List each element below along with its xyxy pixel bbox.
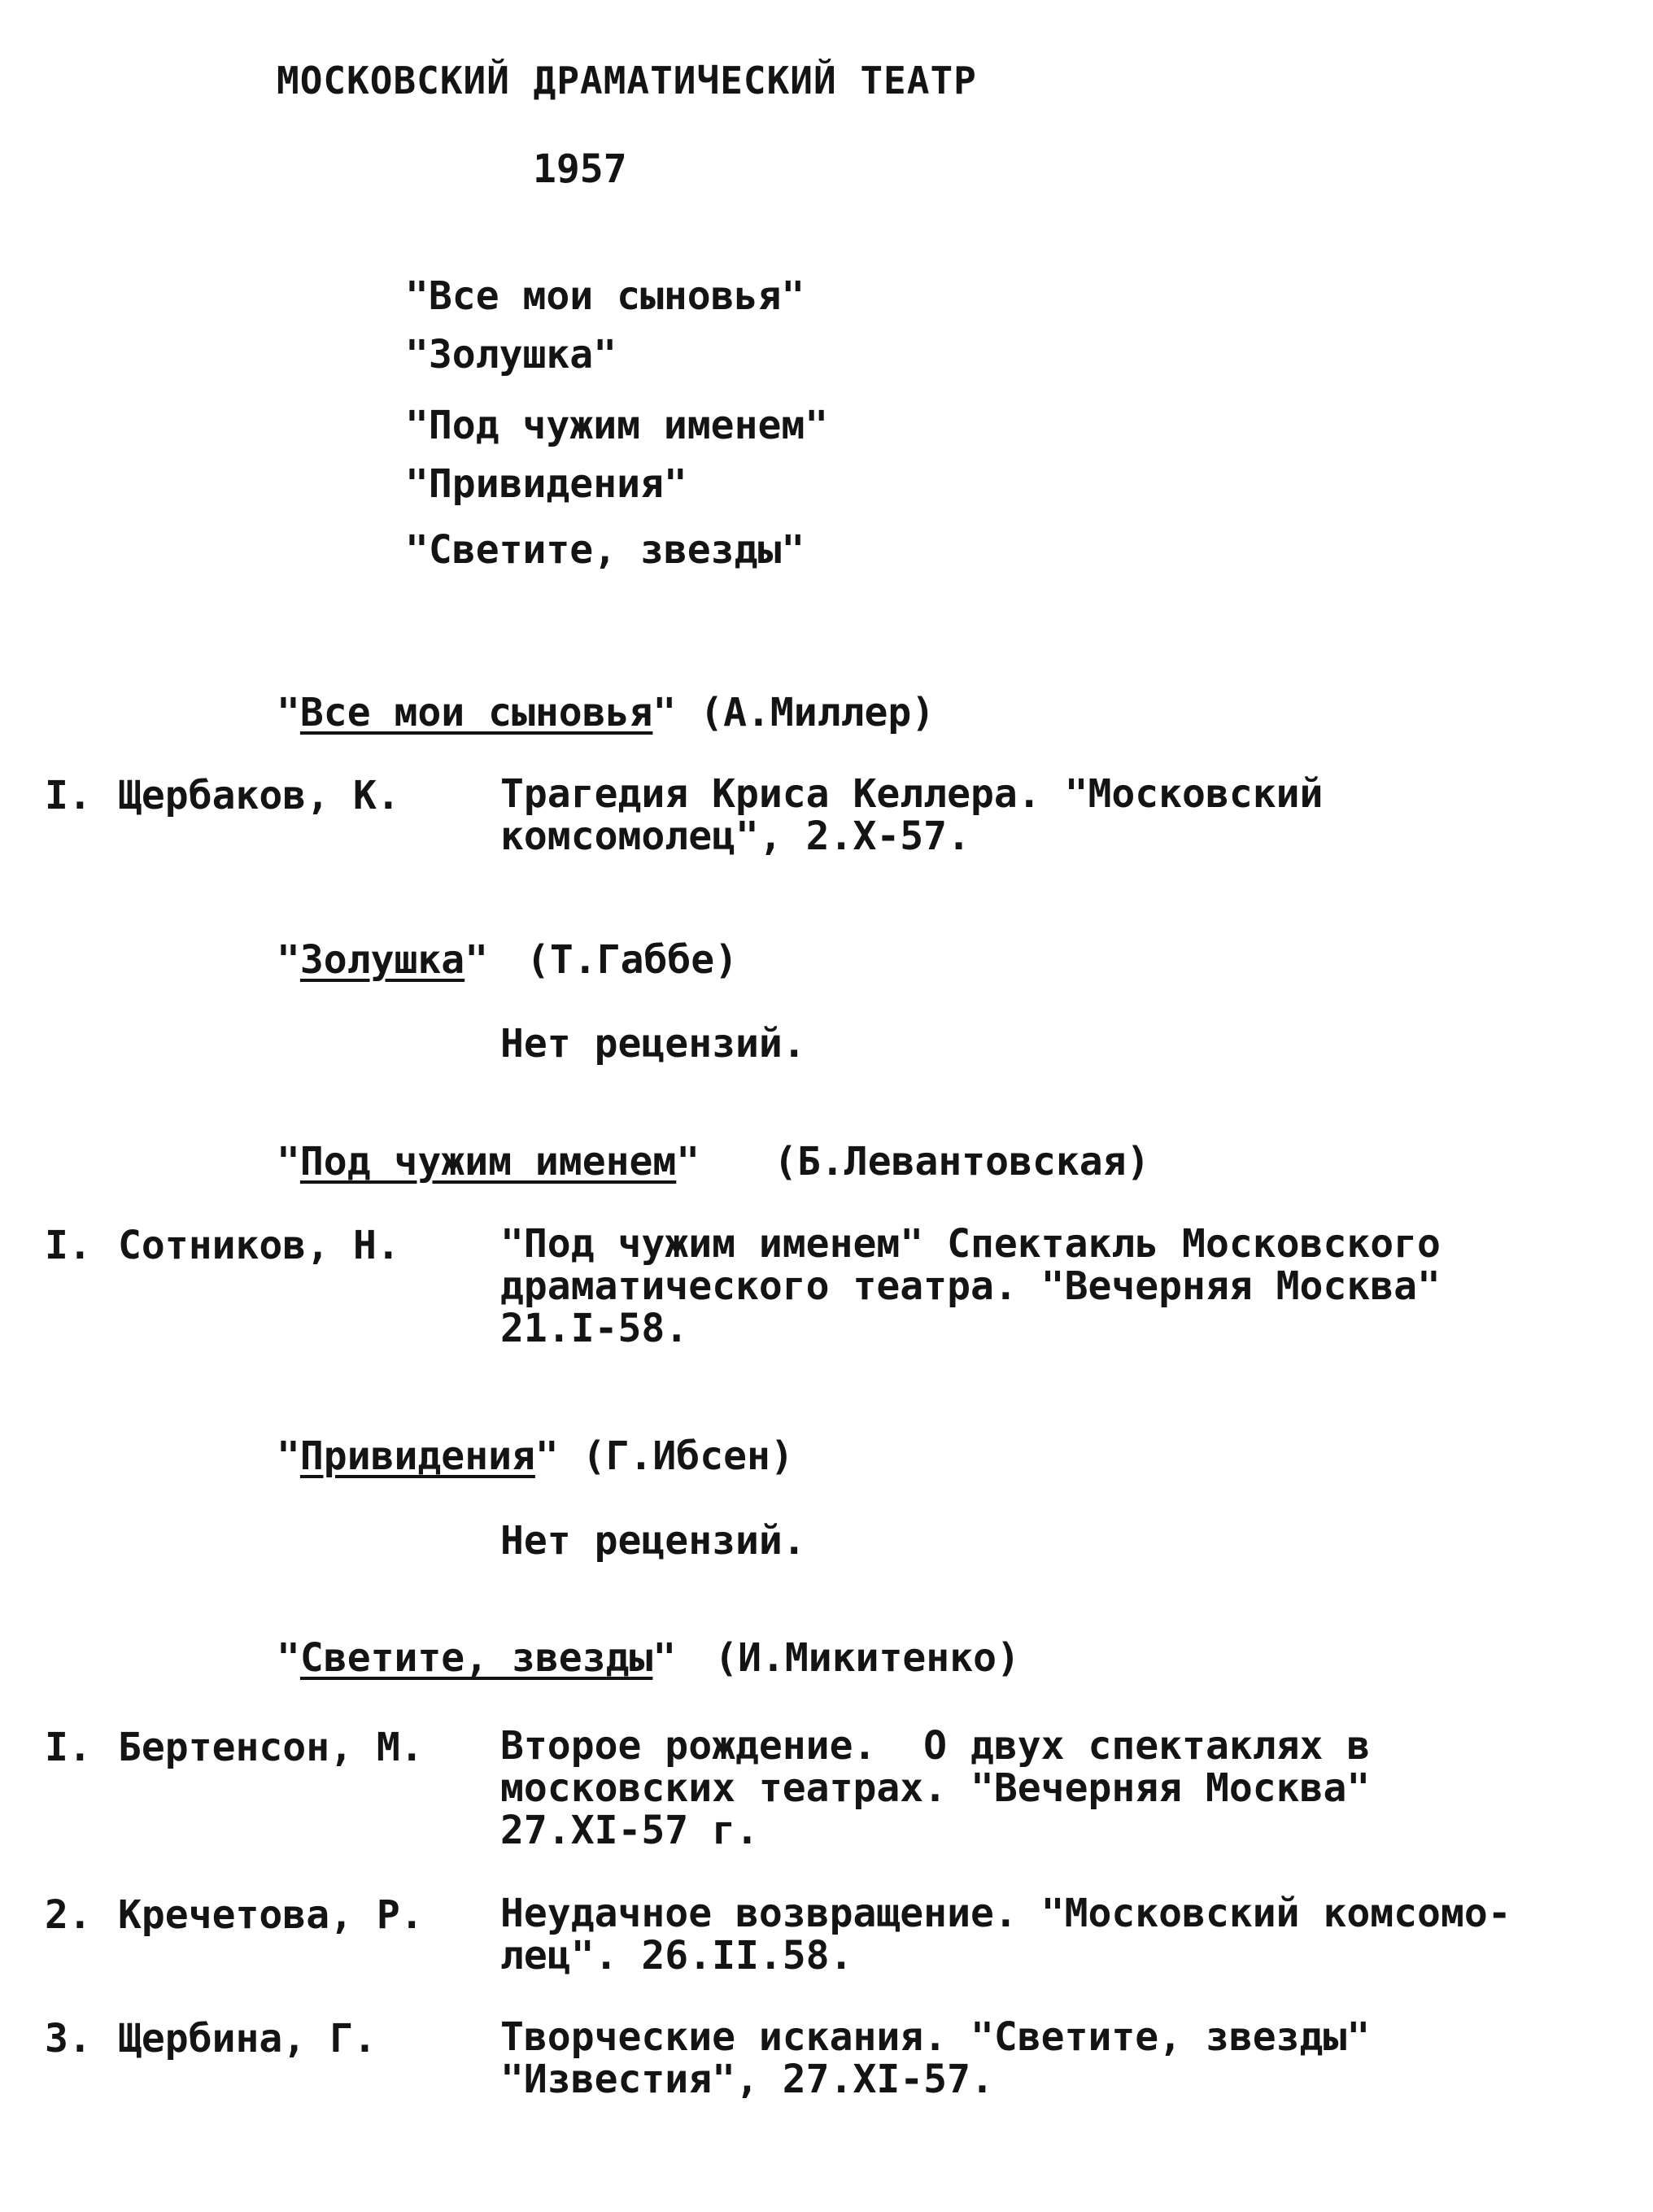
list-item <box>45 773 1590 862</box>
list-item <box>45 1725 1590 1863</box>
section-playwright: (И.Микитенко) <box>714 1635 1020 1681</box>
list-item <box>45 2016 1590 2114</box>
entry-text: Трагедия Криса Келлера. "Московский комсомолец", 2.Х-57. <box>500 771 1324 859</box>
entry-author: Кречетова, Р. <box>118 1892 424 1938</box>
entry-number: 2. <box>45 1892 92 1938</box>
entry-author: Щербина, Г. <box>118 2016 377 2061</box>
entry-number: 3. <box>45 2016 92 2061</box>
section-playwright: (Г.Ибсен) <box>582 1433 794 1479</box>
contents-item: "Светите, звезды" <box>405 527 805 573</box>
section-heading: "Золушка" (Т.Габбе) <box>277 937 739 983</box>
no-reviews-note: Нет рецензий. <box>500 1518 806 1564</box>
section-title: Все мои сыновья <box>299 690 653 735</box>
section-heading: "Все мои сыновья" (А.Миллер) <box>277 690 936 735</box>
section-heading: "Привидения" (Г.Ибсен) <box>277 1433 794 1479</box>
entry-number: I. <box>45 773 92 818</box>
no-reviews-note: Нет рецензий. <box>500 1021 806 1067</box>
section-title: Привидения <box>299 1433 535 1479</box>
year: 1957 <box>533 146 627 192</box>
section-title: Золушка <box>299 937 465 983</box>
contents-item: "Все мои сыновья" <box>405 273 805 319</box>
contents-item: "Привидения" <box>405 461 687 507</box>
section-playwright: (Б.Левантовская) <box>774 1139 1150 1185</box>
section-title: Под чужим именем <box>299 1139 677 1185</box>
section-playwright: (Т.Габбе) <box>526 937 739 983</box>
entry-text: Второе рождение. О двух спектаклях в московских театрах. "Вечерняя Москва" 27.XI-57 г. <box>500 1723 1371 1853</box>
section-heading: "Под чужим именем" (Б.Левантовская) <box>277 1139 1150 1185</box>
entry-author: Бертенсон, М. <box>118 1725 424 1770</box>
contents-item: "Золушка" <box>405 332 617 377</box>
entry-author: Сотников, Н. <box>118 1223 400 1268</box>
entry-text: Творческие искания. "Светите, звезды" "Известия", 27.XI-57. <box>500 2014 1371 2102</box>
theatre-title: МОСКОВСКИЙ ДРАМАТИЧЕСКИЙ ТЕАТР <box>277 59 977 103</box>
entry-author: Щербаков, К. <box>118 773 400 818</box>
list-item <box>45 1223 1590 1361</box>
entry-text: Неудачное возвращение. "Московский комсомо- лец". 26.II.58. <box>500 1891 1511 1979</box>
section-heading: "Светите, звезды" (И.Микитенко) <box>277 1635 1020 1681</box>
list-item <box>45 1892 1590 1990</box>
section-playwright: (А.Миллер) <box>700 690 936 735</box>
section-title: Светите, звезды <box>299 1635 653 1681</box>
entry-number: I. <box>45 1223 92 1268</box>
contents-item: "Под чужим именем" <box>405 403 829 448</box>
entry-text: "Под чужим именем" Спектакль Московского драматического театра. "Вечерняя Москва" 21.I-58. <box>500 1221 1441 1351</box>
entry-number: I. <box>45 1725 92 1770</box>
